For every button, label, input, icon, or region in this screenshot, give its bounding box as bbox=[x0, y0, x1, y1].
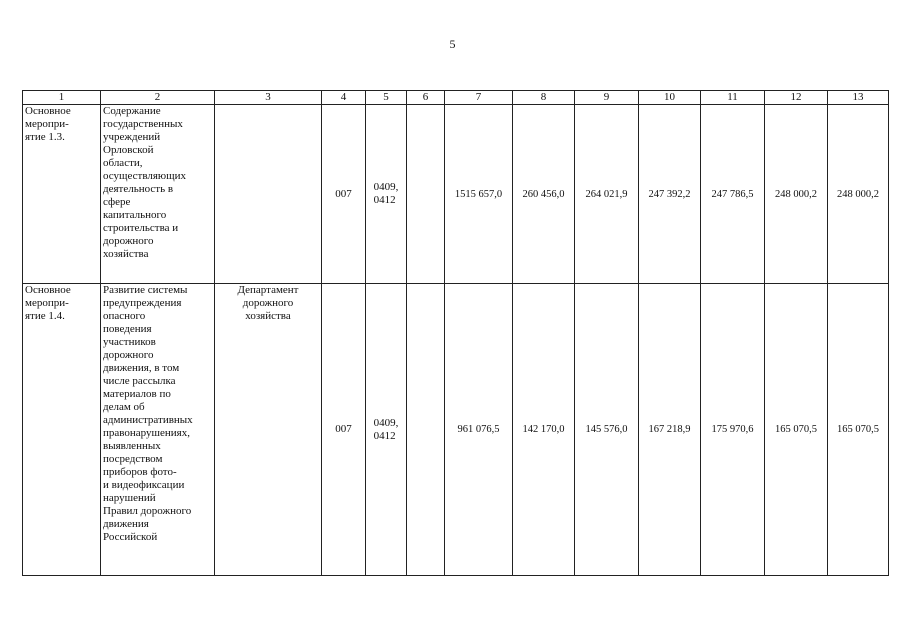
amount-cell: 961 076,5 bbox=[445, 284, 513, 576]
column-header: 1 bbox=[23, 91, 101, 105]
activity-description-cell: Развитие системы предупреждения опасного поведения участников дорожного движения, в том числе рассылка материалов по делам об административных правонарушениях, выявленных посредством приборов фото- и видеофиксации нарушений Правил дорожного движения Российской bbox=[101, 284, 215, 576]
activity-description-cell: Содержание государственных учреждений Орловской области, осуществляющих деятельность в сфере капитального строительства и дорожного хозяйства bbox=[101, 105, 215, 284]
column-header: 6 bbox=[407, 91, 445, 105]
column-header: 3 bbox=[215, 91, 322, 105]
amount-cell: 247 786,5 bbox=[701, 105, 765, 284]
column-header: 7 bbox=[445, 91, 513, 105]
table-row bbox=[23, 284, 889, 576]
amount-cell: 165 070,5 bbox=[765, 284, 828, 576]
grbs-code-cell: 007 bbox=[322, 105, 366, 284]
column-header: 2 bbox=[101, 91, 215, 105]
amount-cell: 264 021,9 bbox=[575, 105, 639, 284]
empty-cell bbox=[407, 284, 445, 576]
amount-cell: 248 000,2 bbox=[828, 105, 889, 284]
budget-table bbox=[22, 90, 889, 576]
column-header: 8 bbox=[513, 91, 575, 105]
empty-cell bbox=[407, 105, 445, 284]
section-code-cell: 0409, 0412 bbox=[373, 416, 399, 442]
department-cell bbox=[215, 105, 322, 284]
column-header: 9 bbox=[575, 91, 639, 105]
column-header: 5 bbox=[366, 91, 407, 105]
amount-cell: 167 218,9 bbox=[639, 284, 701, 576]
department-cell: Департамент дорожного хозяйства bbox=[215, 284, 322, 576]
amount-cell: 142 170,0 bbox=[513, 284, 575, 576]
activity-code-cell: Основное меропри- ятие 1.4. bbox=[23, 284, 101, 576]
amount-cell: 248 000,2 bbox=[765, 105, 828, 284]
page-number: 5 bbox=[449, 37, 456, 51]
amount-cell: 1515 657,0 bbox=[445, 105, 513, 284]
amount-cell: 145 576,0 bbox=[575, 284, 639, 576]
table-row bbox=[23, 105, 889, 284]
grbs-code-cell: 007 bbox=[322, 284, 366, 576]
activity-code-cell: Основное меропри- ятие 1.3. bbox=[23, 105, 101, 284]
amount-cell: 260 456,0 bbox=[513, 105, 575, 284]
amount-cell: 247 392,2 bbox=[639, 105, 701, 284]
header-row bbox=[23, 91, 889, 105]
column-header: 4 bbox=[322, 91, 366, 105]
column-header: 12 bbox=[765, 91, 828, 105]
column-header: 11 bbox=[701, 91, 765, 105]
column-header: 10 bbox=[639, 91, 701, 105]
amount-cell: 165 070,5 bbox=[828, 284, 889, 576]
column-header: 13 bbox=[828, 91, 889, 105]
section-code-cell: 0409, 0412 bbox=[373, 181, 399, 206]
amount-cell: 175 970,6 bbox=[701, 284, 765, 576]
